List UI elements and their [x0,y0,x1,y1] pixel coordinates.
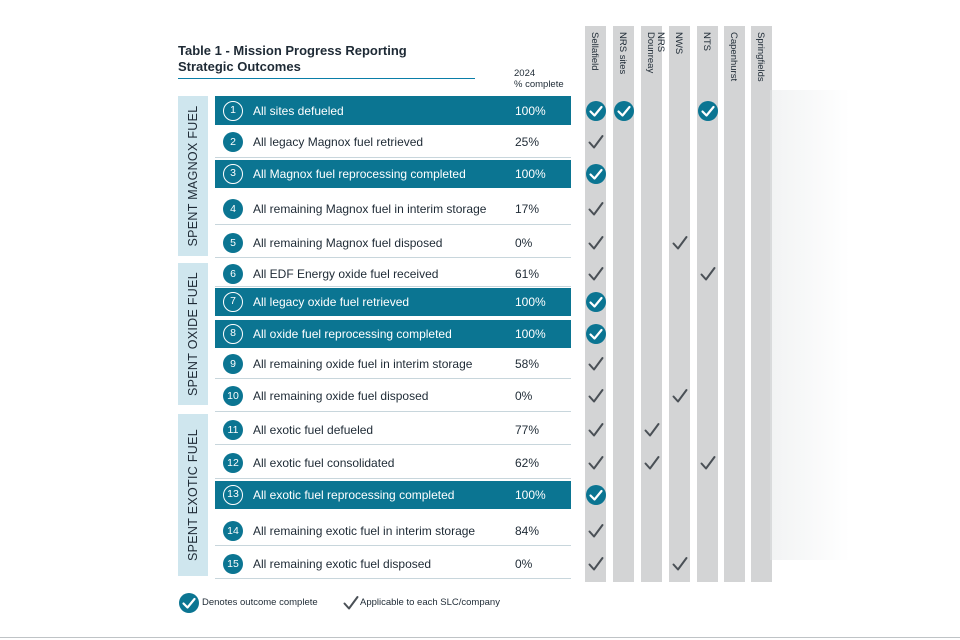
title-line-2: Strategic Outcomes [178,59,301,74]
outcome-label: All legacy oxide fuel retrieved [253,295,410,309]
outcome-percent: 100% [515,167,546,181]
column-header-nrs-dounreay [641,32,666,127]
complete-check-icon [585,291,607,313]
outcome-label: All sites defueled [253,104,344,118]
group-spent-magnox-fuel [178,96,208,256]
applicable-check-icon [585,353,607,375]
column-header-label: Capenhurst [728,32,739,82]
outcome-label: All remaining exotic fuel in interim storage [253,524,476,538]
applicable-check-icon [585,385,607,407]
outcome-row-8 [215,320,571,348]
outcome-row-15 [215,548,571,579]
column-header-label: NRS Dounreay [645,32,666,74]
outcome-label: All exotic fuel consolidated [253,456,395,470]
outcome-percent: 58% [515,357,540,371]
outcome-percent: 0% [515,389,533,403]
complete-check-icon [585,484,607,506]
column-header-nws [669,32,690,127]
column-header-label: NRS sites [617,32,628,75]
outcome-number: 15 [223,554,243,574]
applicable-check-icon [585,520,607,542]
column-header-capenhurst [724,32,745,127]
table-title [178,43,407,75]
outcome-number: 3 [223,164,243,184]
outcome-number: 8 [223,324,243,344]
outcome-label: All oxide fuel reprocessing completed [253,327,452,341]
outcome-row-1 [215,96,571,125]
group-spent-exotic-fuel [178,414,208,576]
outcome-label: All remaining exotic fuel disposed [253,557,432,571]
complete-check-icon [585,100,607,122]
outcome-percent: 100% [515,104,546,118]
column-header-springfields [751,32,772,127]
applicable-check-icon [585,198,607,220]
applicable-check-icon [697,452,719,474]
legend-applicable [340,594,530,614]
outcome-label: All remaining oxide fuel disposed [253,389,429,403]
outcome-percent: 0% [515,557,533,571]
outcome-number: 1 [223,101,243,121]
outcome-row-2 [215,126,571,158]
applicable-check-icon [697,263,719,285]
outcome-number: 7 [223,292,243,312]
outcome-row-10 [215,380,571,412]
applicable-check-icon [669,232,691,254]
outcome-percent: 100% [515,295,546,309]
outcome-label: All remaining Magnox fuel in interim storage [253,202,487,216]
outcome-percent: 100% [515,488,546,502]
outcome-row-4 [215,192,571,225]
outcome-number: 11 [223,420,243,440]
column-header-label: Sellafield [589,32,600,71]
applicable-check-icon [585,131,607,153]
column-header-label: NWS [673,32,684,55]
outcome-number: 10 [223,386,243,406]
outcome-number: 6 [223,264,243,284]
outcome-number: 14 [223,521,243,541]
outcome-label: All EDF Energy oxide fuel received [253,267,439,281]
complete-check-icon [178,592,200,614]
outcome-row-3 [215,160,571,188]
outcome-number: 13 [223,485,243,505]
applicable-check-icon [669,385,691,407]
outcome-number: 2 [223,132,243,152]
outcome-percent: 62% [515,456,540,470]
applicable-check-icon [669,553,691,575]
outcome-percent: 84% [515,524,540,538]
complete-check-icon [613,100,635,122]
outcome-percent: 61% [515,267,540,281]
outcome-number: 9 [223,354,243,374]
outcome-label: All remaining oxide fuel in interim storage [253,357,473,371]
outcome-number: 4 [223,199,243,219]
outcome-label: All exotic fuel reprocessing completed [253,488,455,502]
outcome-row-7 [215,288,571,316]
year-header-caption: % complete [514,79,564,90]
outcome-percent: 25% [515,135,540,149]
outcome-percent: 77% [515,423,540,437]
outcome-row-12 [215,447,571,479]
title-underline [178,78,475,79]
outcome-label: All exotic fuel defueled [253,423,374,437]
legend-complete-label: Denotes outcome complete [202,597,318,608]
outcome-row-5 [215,227,571,258]
complete-check-icon [697,100,719,122]
applicable-check-icon [585,452,607,474]
outcome-row-11 [215,414,571,445]
outcome-row-14 [215,515,571,546]
outcome-percent: 0% [515,236,533,250]
title-line-1: Table 1 - Mission Progress Reporting [178,43,407,58]
outcome-row-6 [215,260,571,287]
outcome-percent: 100% [515,327,546,341]
applicable-check-icon [585,232,607,254]
year-header [514,68,564,90]
year-header-year: 2024 [514,68,536,79]
applicable-check-icon [585,553,607,575]
complete-check-icon [585,323,607,345]
group-spent-oxide-fuel [178,263,208,405]
applicable-check-icon [641,419,663,441]
legend-applicable-label: Applicable to each SLC/company [360,597,500,608]
applicable-check-icon [340,592,362,614]
outcome-row-9 [215,349,571,379]
applicable-check-icon [585,419,607,441]
outcome-label: All legacy Magnox fuel retrieved [253,135,424,149]
outcome-percent: 17% [515,202,540,216]
right-shadow [770,90,850,560]
outcome-number: 5 [223,233,243,253]
outcome-number: 12 [223,453,243,473]
column-header-label: Springfields [755,32,766,82]
group-label: SPENT OXIDE FUEL [186,271,200,397]
column-header-label: NTS [701,32,712,51]
applicable-check-icon [641,452,663,474]
outcome-row-13 [215,481,571,509]
group-label: SPENT MAGNOX FUEL [186,105,200,247]
outcome-label: All Magnox fuel reprocessing completed [253,167,466,181]
applicable-check-icon [585,263,607,285]
complete-check-icon [585,163,607,185]
bottom-rule [0,637,960,638]
legend-complete [178,594,338,614]
group-label: SPENT EXOTIC FUEL [186,429,200,561]
outcome-label: All remaining Magnox fuel disposed [253,236,443,250]
